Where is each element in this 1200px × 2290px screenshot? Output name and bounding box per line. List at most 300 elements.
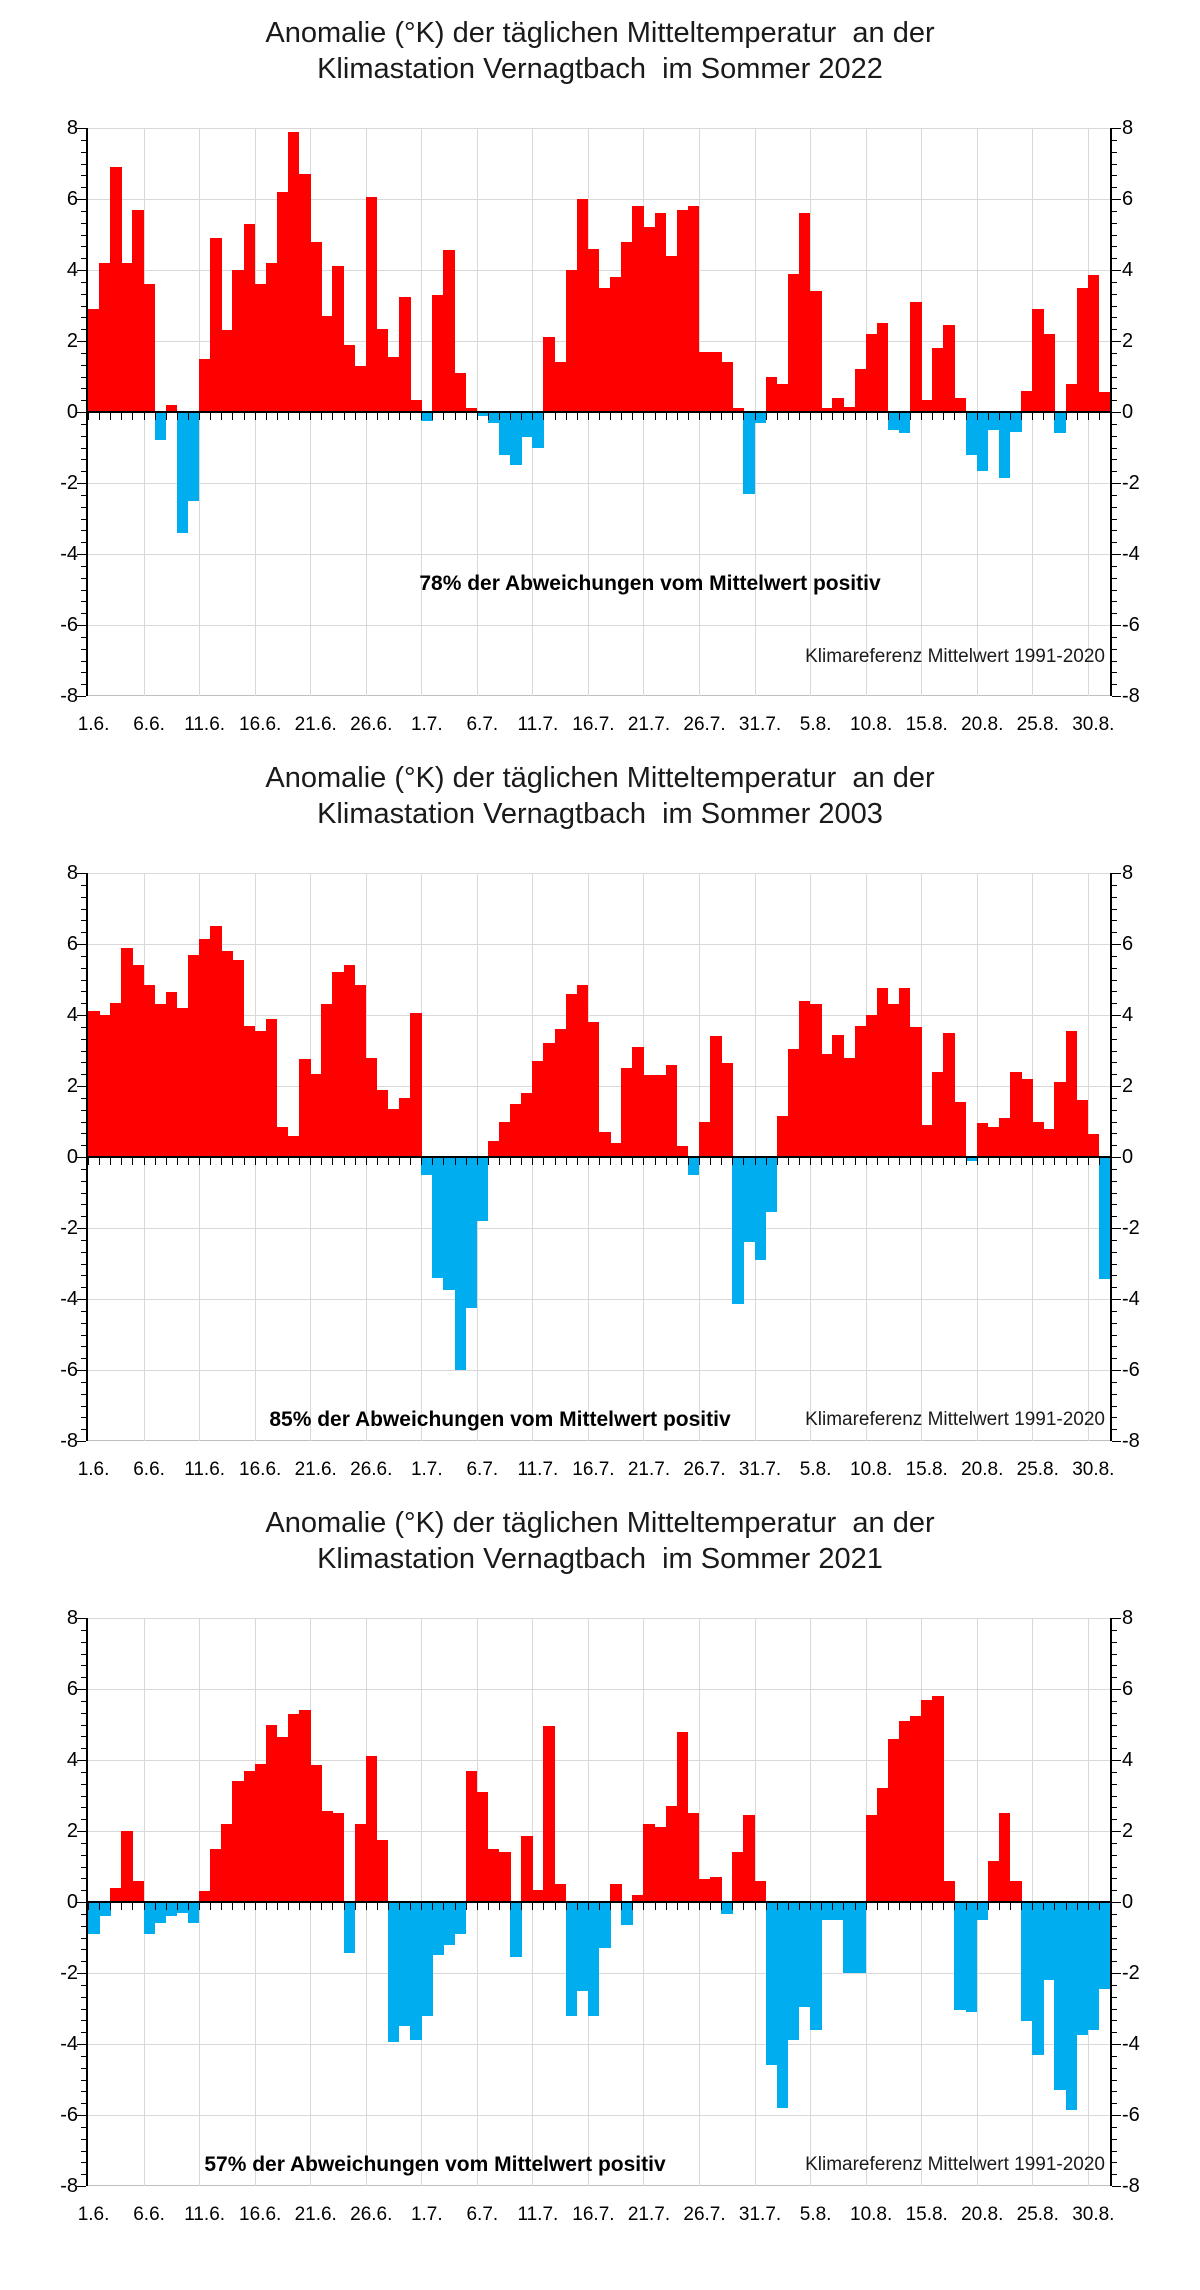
x-axis-label: 21.6. (294, 1459, 337, 1480)
x-axis-day-tick (832, 1158, 833, 1165)
x-axis-label: 10.8. (850, 1459, 893, 1480)
y-axis-label-left: 4 (66, 1004, 78, 1026)
bar-positive (888, 1004, 900, 1157)
bar-positive (99, 1015, 111, 1157)
bar-positive (666, 1065, 678, 1157)
chart-title-line1: Anomalie (°K) der täglichen Mitteltemperatur an der (265, 762, 935, 794)
bar-positive (232, 270, 244, 412)
y-axis-tick-right (1112, 1252, 1117, 1253)
bar-positive (299, 1059, 311, 1157)
x-axis-day-tick (1088, 413, 1089, 420)
y-axis-tick-left (81, 1855, 86, 1856)
y-axis-tick-right (1112, 1997, 1117, 1998)
bar-negative (988, 412, 1000, 430)
bar-positive (155, 1004, 167, 1157)
y-axis-label-right: 2 (1122, 1820, 1134, 1842)
y-axis-label-left: 4 (66, 1749, 78, 1771)
y-axis-tick-right (1112, 2020, 1117, 2021)
bar-positive (1021, 1079, 1033, 1157)
bar-negative (1099, 1157, 1111, 1279)
y-axis-label-right: -2 (1122, 1217, 1140, 1239)
bar-positive (921, 1125, 933, 1157)
y-axis-tick-left (77, 1973, 86, 1974)
y-axis-tick-left (81, 1642, 86, 1643)
y-axis-tick-right (1112, 1642, 1117, 1643)
bar-positive (999, 1118, 1011, 1157)
y-axis-tick-right (1112, 1264, 1117, 1265)
x-axis-day-tick (655, 1158, 656, 1165)
y-axis-tick-left (81, 1677, 86, 1678)
x-axis-day-tick (543, 1158, 544, 1165)
y-axis-tick-left (77, 1299, 86, 1300)
x-axis-day-tick (799, 413, 800, 420)
bar-positive (299, 1710, 311, 1902)
y-axis-tick-left (81, 1382, 86, 1383)
bar-negative (1021, 1902, 1033, 2021)
bar-negative (688, 1157, 700, 1175)
x-axis-day-tick (421, 1158, 422, 1165)
x-axis-day-tick (155, 413, 156, 420)
y-axis-tick-left (81, 306, 86, 307)
bar-negative (455, 1157, 467, 1370)
x-axis-day-tick (310, 413, 311, 420)
bar-negative (1054, 1902, 1066, 2090)
bar-positive (244, 1026, 256, 1157)
y-axis-tick-left (81, 909, 86, 910)
x-axis-day-tick (399, 413, 400, 420)
x-axis-day-tick (843, 413, 844, 420)
y-axis-tick-left (77, 554, 86, 555)
chart-title-line1: Anomalie (°K) der täglichen Mitteltemperatur an der (265, 1507, 935, 1539)
x-axis-day-tick (599, 1158, 600, 1165)
x-axis-day-tick (310, 1158, 311, 1165)
y-axis-tick-left (81, 1949, 86, 1950)
x-axis-day-tick (721, 413, 722, 420)
bar-negative (966, 1902, 978, 2012)
x-axis-label: 30.8. (1072, 1459, 1115, 1480)
x-axis-day-tick (499, 413, 500, 420)
y-axis-tick-left (81, 672, 86, 673)
reference-annotation-2021: Klimareferenz Mittelwert 1991-2020 (805, 2154, 1105, 2175)
y-axis-tick-right (1112, 1736, 1117, 1737)
y-axis-tick-right (1112, 1193, 1117, 1194)
bar-positive (688, 1813, 700, 1902)
bar-positive (1088, 275, 1100, 412)
y-axis-tick-left (81, 637, 86, 638)
x-axis-day-tick (866, 1158, 867, 1165)
x-axis-day-tick (1021, 413, 1022, 420)
bar-positive (277, 192, 289, 412)
x-axis-day-tick (743, 1158, 744, 1165)
y-axis-tick-right (1112, 1169, 1117, 1170)
x-axis-day-tick (755, 1158, 756, 1165)
bar-positive (1054, 1082, 1066, 1157)
x-axis-day-tick (443, 413, 444, 420)
x-axis-day-tick (810, 1158, 811, 1165)
bar-positive (766, 377, 778, 413)
x-axis-label: 21.7. (627, 1459, 671, 1480)
plot-area-2022 (60, 117, 1140, 735)
y-axis-tick-right (1112, 672, 1117, 673)
x-axis-day-tick (388, 413, 389, 420)
y-axis-tick-left (77, 128, 86, 129)
y-axis-tick-left (81, 353, 86, 354)
y-axis-tick-right (1112, 1961, 1117, 1962)
y-axis-tick-right (1112, 1665, 1117, 1666)
y-axis-tick-right (1112, 1713, 1117, 1714)
bar-positive (344, 345, 356, 412)
x-axis-day-tick (1077, 1903, 1078, 1910)
x-axis-label: 11.6. (184, 714, 226, 735)
bar-negative (155, 1902, 167, 1923)
x-axis-day-tick (266, 413, 267, 420)
x-axis-day-tick (566, 1903, 567, 1910)
y-axis-label-right: -2 (1122, 472, 1140, 494)
x-axis-day-tick (977, 413, 978, 420)
bar-positive (144, 985, 156, 1157)
bar-negative (966, 412, 978, 455)
y-axis-tick-left (77, 270, 86, 271)
x-axis-label: 21.7. (627, 2204, 671, 2225)
y-axis-tick-left (81, 175, 86, 176)
bar-negative (532, 412, 544, 448)
bar-positive (88, 1011, 100, 1157)
bar-negative (421, 1157, 433, 1175)
y-axis-tick-left (81, 968, 86, 969)
y-axis-tick-left (81, 1003, 86, 1004)
y-axis-tick-right (1112, 1429, 1117, 1430)
bar-negative (977, 1902, 989, 1920)
x-axis-day-tick (421, 413, 422, 420)
bar-positive (132, 965, 144, 1157)
y-axis-label-left: 8 (66, 117, 78, 139)
gridline-horizontal (88, 554, 1110, 555)
y-axis-tick-left (81, 152, 86, 153)
x-axis-label: 20.8. (961, 2204, 1004, 2225)
y-axis-tick-left (81, 294, 86, 295)
x-axis-day-tick (866, 413, 867, 420)
bar-positive (666, 256, 678, 412)
y-axis-tick-left (77, 1902, 86, 1903)
y-axis-tick-right (1112, 1760, 1121, 1761)
x-axis-day-tick (177, 413, 178, 420)
bar-positive (677, 210, 689, 412)
bar-positive (888, 1739, 900, 1902)
y-axis-tick-right (1112, 1228, 1121, 1229)
x-axis-day-tick (410, 1158, 411, 1165)
x-axis-day-tick (199, 413, 200, 420)
bar-negative (577, 1902, 589, 1991)
y-axis-tick-right (1112, 625, 1121, 626)
y-axis-tick-right (1112, 353, 1117, 354)
y-axis-tick-right (1112, 128, 1121, 129)
x-axis-day-tick (155, 1158, 156, 1165)
x-axis-day-tick (699, 413, 700, 420)
y-axis-tick-left (81, 424, 86, 425)
x-axis-label: 1.7. (410, 2204, 443, 2225)
x-axis-day-tick (877, 413, 878, 420)
x-axis-day-tick (388, 1158, 389, 1165)
bar-positive (543, 1043, 555, 1157)
x-axis-day-tick (1010, 413, 1011, 420)
bar-positive (1066, 384, 1078, 412)
y-axis-tick-left (81, 388, 86, 389)
x-axis-day-tick (99, 1903, 100, 1910)
bar-positive (721, 362, 733, 412)
bar-positive (832, 1035, 844, 1157)
x-axis-day-tick (510, 413, 511, 420)
y-axis-tick-right (1112, 2068, 1117, 2069)
y-axis-tick-left (81, 1074, 86, 1075)
bar-positive (410, 1013, 422, 1157)
x-axis-day-tick (899, 1158, 900, 1165)
y-axis-tick-left (81, 235, 86, 236)
bar-negative (888, 412, 900, 430)
x-axis-label: 1.6. (77, 2204, 110, 2225)
x-axis-day-tick (921, 413, 922, 420)
bar-negative (488, 412, 500, 423)
y-axis-tick-left (81, 211, 86, 212)
y-axis-label-left: 2 (66, 1075, 78, 1097)
y-axis-tick-left (77, 1370, 86, 1371)
y-axis-label-left: 4 (66, 259, 78, 281)
y-axis-tick-left (77, 1015, 86, 1016)
x-axis-day-tick (777, 1158, 778, 1165)
bar-negative (455, 1902, 467, 1934)
x-axis-day-tick (910, 1903, 911, 1910)
y-axis-tick-left (81, 1985, 86, 1986)
x-axis-day-tick (377, 413, 378, 420)
y-axis-tick-left (77, 696, 86, 697)
y-axis-tick-left (77, 2186, 86, 2187)
y-axis-tick-right (1112, 175, 1117, 176)
bar-positive (932, 1696, 944, 1902)
bar-negative (755, 1157, 767, 1260)
y-axis-tick-left (81, 649, 86, 650)
x-axis-day-tick (310, 1903, 311, 1910)
bar-positive (910, 1027, 922, 1157)
y-axis-tick-right (1112, 317, 1117, 318)
bar-positive (866, 334, 878, 412)
y-axis-tick-right (1112, 258, 1117, 259)
y-axis-tick-left (77, 2115, 86, 2116)
x-axis-day-tick (499, 1903, 500, 1910)
x-axis-day-tick (643, 1903, 644, 1910)
x-axis-label: 16.6. (239, 1459, 282, 1480)
x-axis-label: 31.7. (738, 1459, 782, 1480)
x-axis-label: 6.7. (466, 1459, 499, 1480)
bar-negative (144, 1902, 156, 1934)
y-axis-tick-right (1112, 1417, 1117, 1418)
y-axis-tick-right (1112, 1370, 1121, 1371)
bar-negative (443, 1157, 455, 1290)
x-axis-day-tick (1043, 413, 1044, 420)
x-axis-day-tick (188, 1158, 189, 1165)
bar-positive (755, 1881, 767, 1902)
bar-positive (599, 288, 611, 412)
y-axis-label-left: -2 (60, 1217, 78, 1239)
bar-positive (321, 1004, 333, 1157)
x-axis-day-tick (277, 413, 278, 420)
bar-positive (521, 1836, 533, 1902)
x-axis-day-tick (877, 1903, 878, 1910)
y-axis-tick-right (1112, 1051, 1117, 1052)
y-axis-tick-right (1112, 1299, 1121, 1300)
bar-positive (588, 249, 600, 412)
x-axis-day-tick (232, 1903, 233, 1910)
bar-negative (1077, 1902, 1089, 2035)
bar-positive (355, 985, 367, 1157)
bar-positive (999, 1813, 1011, 1902)
y-axis-tick-left (81, 507, 86, 508)
x-axis-label: 26.6. (350, 1459, 393, 1480)
bar-positive (788, 1049, 800, 1157)
stat-annotation-2022: 78% der Abweichungen vom Mittelwert positiv (419, 572, 881, 595)
y-axis-label-left: 6 (66, 933, 78, 955)
bar-negative (1099, 1902, 1111, 1989)
x-axis-day-tick (943, 1158, 944, 1165)
y-axis-label-left: 6 (66, 1678, 78, 1700)
x-axis-day-tick (1066, 413, 1067, 420)
y-axis-tick-right (1112, 1240, 1117, 1241)
bar-positive (332, 266, 344, 412)
bar-positive (310, 242, 322, 412)
x-axis-day-tick (332, 1158, 333, 1165)
y-axis-tick-right (1112, 211, 1117, 212)
y-axis-tick-left (81, 530, 86, 531)
bar-positive (688, 206, 700, 412)
y-axis-tick-left (81, 897, 86, 898)
bar-positive (321, 316, 333, 412)
plot-frame-top (88, 128, 1110, 129)
x-axis-day-tick (655, 413, 656, 420)
x-axis-label: 20.8. (961, 714, 1004, 735)
bar-positive (1010, 1881, 1022, 1902)
bar-positive (632, 1047, 644, 1157)
x-axis-day-tick (832, 1903, 833, 1910)
x-axis-day-tick (877, 1158, 878, 1165)
bar-positive (954, 1102, 966, 1157)
y-axis-tick-right (1112, 1772, 1117, 1773)
y-axis-tick-left (77, 2044, 86, 2045)
y-axis-tick-left (81, 317, 86, 318)
x-axis-day-tick (488, 1903, 489, 1910)
x-axis-day-tick (1054, 1158, 1055, 1165)
x-axis-day-tick (1054, 1903, 1055, 1910)
x-axis-label: 11.6. (184, 1459, 226, 1480)
x-axis-day-tick (455, 1903, 456, 1910)
y-axis-tick-left (81, 2103, 86, 2104)
plot-area-2003 (60, 862, 1140, 1480)
y-axis-tick-left (81, 246, 86, 247)
x-axis-day-tick (432, 413, 433, 420)
y-axis-tick-right (1112, 1204, 1117, 1205)
bar-positive (866, 1015, 878, 1157)
bar-positive (943, 1881, 955, 1902)
x-axis-day-tick (577, 413, 578, 420)
x-axis-label: 26.7. (683, 1459, 726, 1480)
y-axis-tick-right (1112, 1358, 1117, 1359)
x-axis-day-tick (755, 1903, 756, 1910)
x-axis-day-tick (732, 413, 733, 420)
x-axis-label: 30.8. (1072, 2204, 1115, 2225)
y-axis-tick-left (81, 885, 86, 886)
x-axis-day-tick (988, 1158, 989, 1165)
x-axis-day-tick (666, 1158, 667, 1165)
plot-frame-bottom (88, 695, 1110, 696)
x-axis-day-tick (88, 413, 89, 420)
y-axis-tick-right (1112, 2139, 1117, 2140)
x-axis-label: 21.6. (294, 714, 337, 735)
x-axis-day-tick (244, 1158, 245, 1165)
y-axis-tick-left (81, 1417, 86, 1418)
x-axis-day-tick (855, 1903, 856, 1910)
y-axis-tick-left (81, 1051, 86, 1052)
y-axis-tick-right (1112, 578, 1117, 579)
y-axis-label-left: 0 (66, 1891, 78, 1913)
x-axis-day-tick (632, 413, 633, 420)
y-axis-tick-left (81, 2080, 86, 2081)
bar-negative (466, 1157, 478, 1308)
y-axis-tick-right (1112, 2091, 1117, 2092)
bar-positive (988, 1127, 1000, 1157)
x-axis-day-tick (132, 413, 133, 420)
x-axis-day-tick (810, 413, 811, 420)
bar-positive (466, 1771, 478, 1902)
bar-negative (188, 1902, 200, 1923)
bar-positive (110, 1888, 122, 1902)
x-axis-day-tick (966, 413, 967, 420)
y-axis-tick-right (1112, 1878, 1117, 1879)
bar-negative (821, 1902, 833, 1920)
bar-negative (1066, 1902, 1078, 2110)
bar-positive (699, 1122, 711, 1158)
bar-positive (443, 250, 455, 412)
x-axis-day-tick (577, 1903, 578, 1910)
x-axis-day-tick (788, 1903, 789, 1910)
bar-positive (610, 1884, 622, 1902)
x-axis-day-tick (1077, 1158, 1078, 1165)
x-axis-day-tick (443, 1158, 444, 1165)
bar-positive (1077, 288, 1089, 412)
x-axis-day-tick (288, 1903, 289, 1910)
x-axis-day-tick (266, 1158, 267, 1165)
x-axis-day-tick (521, 413, 522, 420)
y-axis-label-left: 6 (66, 188, 78, 210)
y-axis-tick-left (77, 1157, 86, 1158)
x-axis-day-tick (721, 1158, 722, 1165)
y-axis-tick-left (77, 199, 86, 200)
y-axis-label-left: -4 (60, 543, 78, 565)
bar-positive (577, 985, 589, 1157)
y-axis-label-left: 8 (66, 1607, 78, 1629)
x-axis-day-tick (532, 1903, 533, 1910)
y-axis-tick-right (1112, 1926, 1117, 1927)
x-axis-day-tick (321, 1903, 322, 1910)
bar-negative (477, 1157, 489, 1221)
y-axis-tick-right (1112, 388, 1117, 389)
x-axis-label: 11.6. (184, 2204, 226, 2225)
bar-negative (1010, 412, 1022, 432)
x-axis-day-tick (821, 413, 822, 420)
x-axis-day-tick (1066, 1903, 1067, 1910)
bar-positive (132, 210, 144, 412)
y-axis-tick-left (81, 1630, 86, 1631)
bar-positive (1032, 309, 1044, 412)
y-axis-label-left: 2 (66, 1820, 78, 1842)
y-axis-tick-left (81, 1772, 86, 1773)
x-axis-day-tick (366, 1158, 367, 1165)
